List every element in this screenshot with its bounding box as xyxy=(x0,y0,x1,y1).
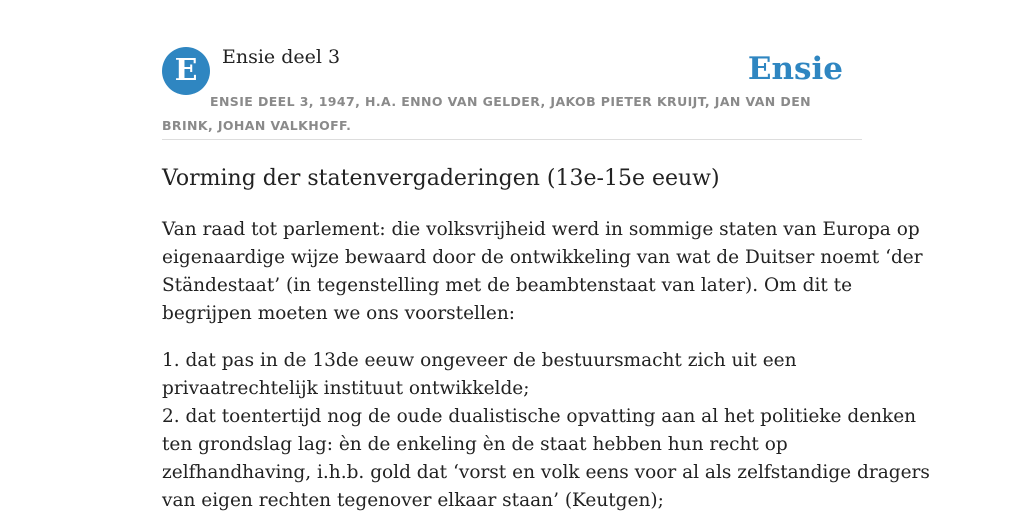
paragraph-line: eigenaardige wijze bewaard door de ontwikkeling van wat de Duitser noemt ‘der xyxy=(162,247,923,268)
article-paragraph-2 xyxy=(162,347,930,512)
header-divider xyxy=(162,139,862,140)
paragraph-line: privaatrechtelijk instituut ontwikkelde; xyxy=(162,378,530,399)
article-paragraph-1 xyxy=(162,216,923,328)
book-title-link[interactable]: Ensie deel 3 xyxy=(222,46,341,68)
paragraph-line: 2. dat toentertijd nog de oude dualistische opvatting aan al het politieke denken xyxy=(162,406,917,427)
paragraph-line: begrijpen moeten we ons voorstellen: xyxy=(162,303,515,324)
source-meta: ENSIE DEEL 3, 1947, H.A. ENNO VAN GELDER, JAKOB PIETER KRUIJT, JAN VAN DEN BRINK, JOHAN VALKHOFF. xyxy=(162,94,811,133)
paragraph-line: Ständestaat’ (in tegenstelling met de beambtenstaat van later). Om dit te xyxy=(162,275,853,296)
article-title: Vorming der statenvergaderingen (13e-15e eeuw) xyxy=(162,166,720,191)
ensie-brand-link[interactable]: Ensie xyxy=(747,51,843,87)
paragraph-line: 1. dat pas in de 13de eeuw ongeveer de bestuursmacht zich uit een xyxy=(162,350,797,371)
paragraph-line: zelfhandhaving, i.h.b. gold dat ‘vorst en volk eens voor al als zelfstandige dragers xyxy=(162,462,930,483)
ensie-logo-icon[interactable]: E xyxy=(162,47,210,95)
paragraph-line: ten grondslag lag: èn de enkeling èn de staat hebben hun recht op xyxy=(162,434,788,455)
paragraph-line: van eigen rechten tegenover elkaar staan’ (Keutgen); xyxy=(162,490,664,511)
paragraph-line: Van raad tot parlement: die volksvrijheid werd in sommige staten van Europa op xyxy=(162,219,920,240)
article-page xyxy=(162,0,930,512)
